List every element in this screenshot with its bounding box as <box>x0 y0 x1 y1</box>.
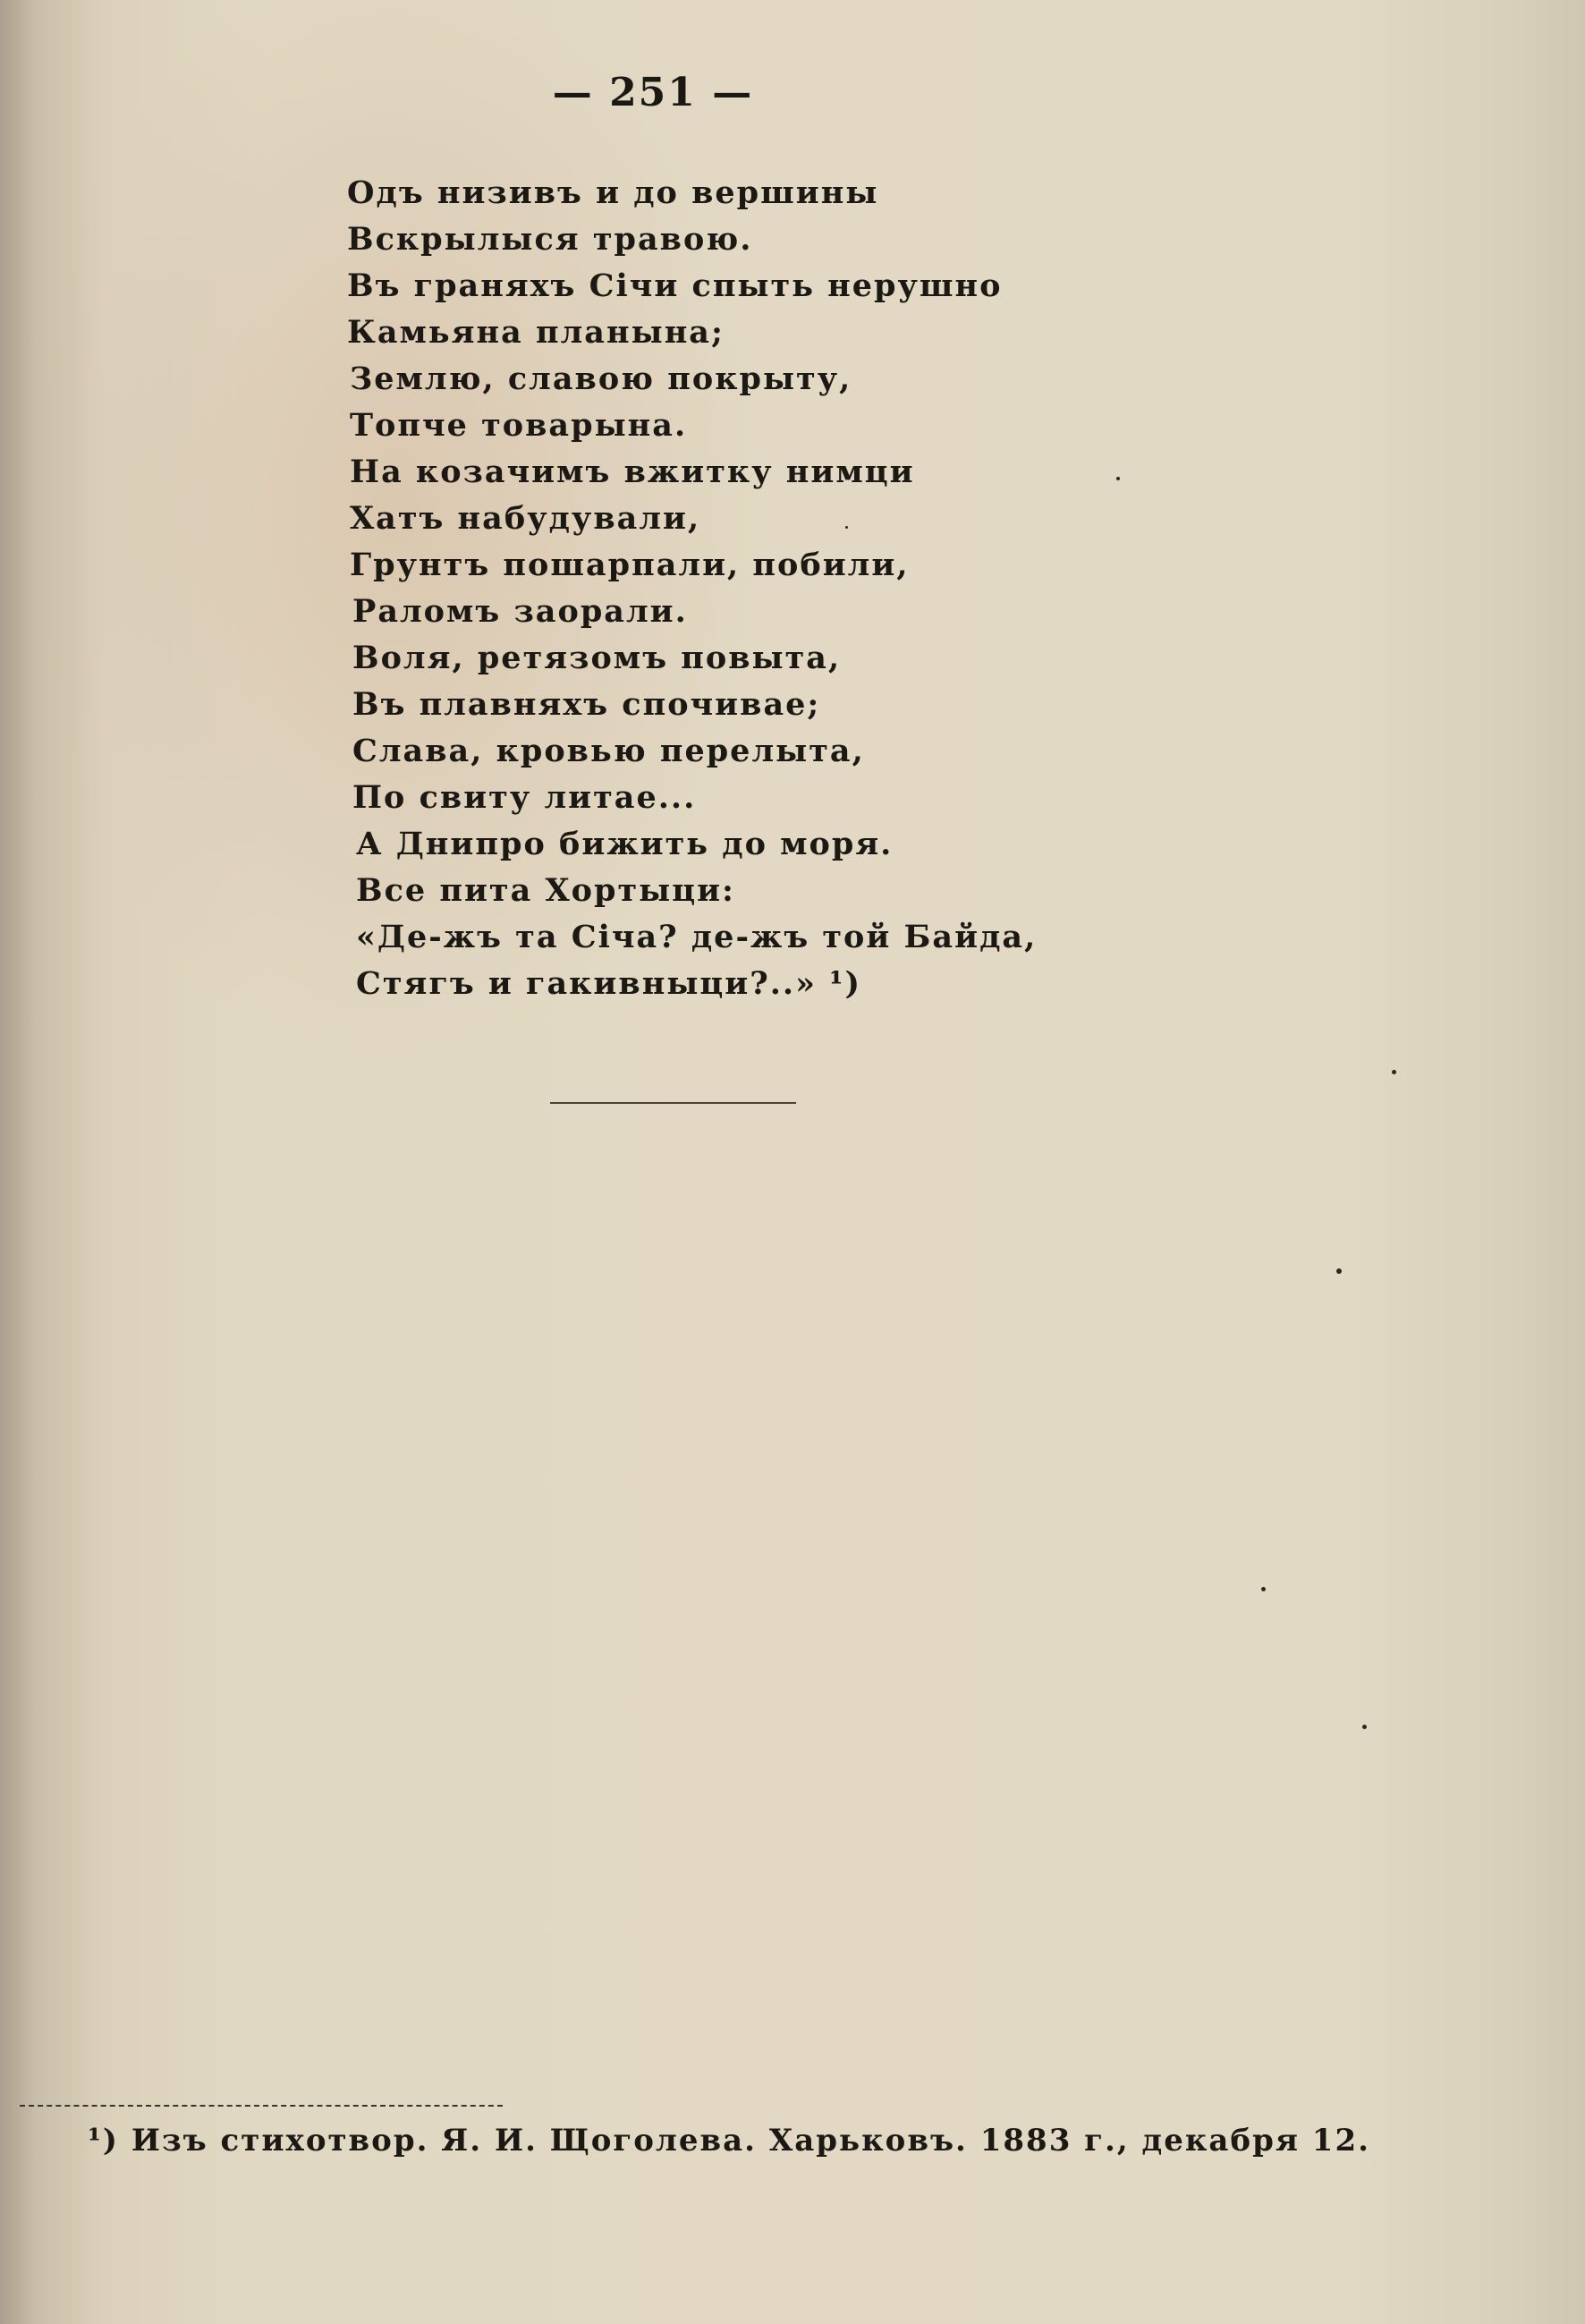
page-number: — 251 — <box>552 70 754 115</box>
poem-line: По свиту литае... <box>352 779 697 816</box>
ink-speck <box>1392 1070 1396 1074</box>
footnote: ¹) Изъ стихотвор. Я. И. Щоголева. Харьковъ. 1883 г., декабря 12. <box>88 2123 1370 2159</box>
poem-line: Въ граняхъ Січи спыть нерушно <box>347 267 1003 304</box>
poem-line: Топче товарына. <box>350 407 688 444</box>
poem-line: Одъ низивъ и до вершины <box>347 174 879 211</box>
poem-line: Слава, кровью перелыта, <box>352 733 865 769</box>
ink-speck <box>1116 477 1120 480</box>
ink-speck <box>1362 1725 1367 1729</box>
poem-line: Раломъ заорали. <box>352 593 688 630</box>
poem-line: «Де-жъ та Січа? де-жъ той Байда, <box>356 919 1038 955</box>
poem-line: Хатъ набудували, <box>350 500 701 537</box>
poem-line: На козачимъ вжитку нимци <box>350 454 915 490</box>
poem-line: А Днипро бижить до моря. <box>356 826 894 862</box>
poem <box>347 170 1152 1007</box>
section-divider <box>550 1102 796 1104</box>
poem-line: Землю, славою покрыту, <box>350 360 852 397</box>
poem-line: Въ плавняхъ спочивае; <box>352 686 821 723</box>
ink-speck <box>845 526 848 529</box>
ink-speck <box>1336 1268 1342 1274</box>
footnote-divider <box>20 2105 503 2107</box>
poem-line: Стягъ и гакивныци?..» ¹) <box>356 965 862 1002</box>
poem-line: Камьяна планына; <box>347 314 725 351</box>
poem-line: Все пита Хортыци: <box>356 872 735 909</box>
poem-line: Воля, ретязомъ повыта, <box>352 640 842 676</box>
poem-line: Вскрылыся травою. <box>347 221 753 258</box>
poem-line: Грунтъ пошарпали, побили, <box>350 547 910 583</box>
ink-speck <box>1261 1587 1266 1591</box>
